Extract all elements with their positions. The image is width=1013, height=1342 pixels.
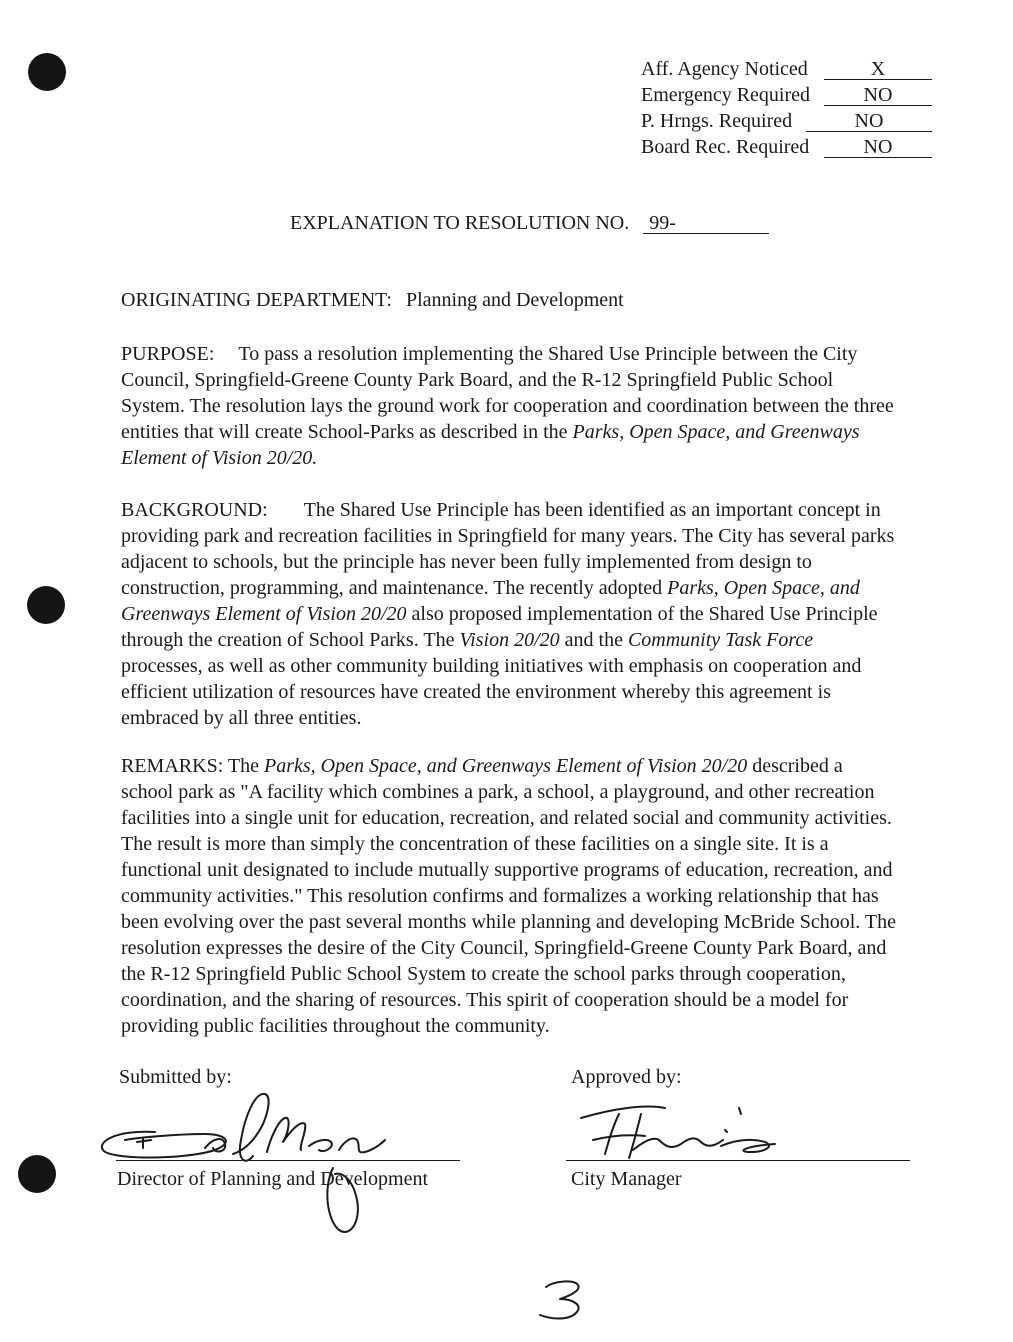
punch-hole: [28, 53, 66, 91]
background-label: BACKGROUND:: [121, 499, 268, 521]
punch-hole: [27, 586, 65, 624]
purpose-label: PURPOSE:: [121, 343, 215, 365]
remarks-text: school park as "A facility which combines a park, a school, a playground, and other recreation: [121, 781, 875, 803]
purpose-text: entities that will create School-Parks as described in the: [121, 421, 568, 443]
remarks-text: resolution expresses the desire of the City Council, Springfield-Greene County Park Board, and: [121, 937, 887, 959]
originating-department: [121, 289, 624, 312]
routing-checklist: [641, 56, 932, 160]
purpose-italic-title: Element of Vision 20/20.: [121, 447, 318, 469]
checklist-label: Aff. Agency Noticed: [641, 58, 808, 80]
background-text: and the: [564, 629, 623, 651]
remarks-text: functional unit designated to include mutually supportive programs of education, recreation, and: [121, 859, 893, 881]
remarks-text: described a: [752, 755, 843, 777]
background-text: efficient utilization of resources have created the environment whereby this agreement is: [121, 681, 831, 703]
remarks-text: coordination, and the sharing of resources. This spirit of cooperation should be a model for: [121, 989, 849, 1011]
submitted-by-title: Director of Planning and Development: [117, 1168, 429, 1190]
purpose-text: Council, Springfield-Greene County Park Board, and the R-12 Springfield Public School: [121, 369, 834, 391]
checklist-label: Emergency Required: [641, 84, 811, 106]
checklist-value: X: [824, 59, 932, 80]
punch-hole: [18, 1155, 56, 1193]
purpose-text: System. The resolution lays the ground work for cooperation and coordination between the three: [121, 395, 894, 417]
resolution-number: 99-: [643, 213, 769, 234]
submitted-by-label: Submitted by:: [119, 1066, 232, 1088]
remarks-text: community activities." This resolution confirms and formalizes a working relationship that has: [121, 885, 879, 907]
background-text: through the creation of School Parks. The: [121, 629, 455, 651]
remarks-text: been evolving over the past several months while planning and developing McBride School. The: [121, 911, 897, 933]
submitted-signature: [95, 1080, 415, 1240]
background-section: [121, 497, 966, 731]
remarks-text: facilities into a single unit for education, recreation, and related social and community activities.: [121, 807, 892, 829]
checklist-row: [641, 108, 932, 134]
remarks-text: providing public facilities throughout the community.: [121, 1015, 550, 1037]
approved-by-label: Approved by:: [571, 1066, 682, 1088]
purpose-text: To pass a resolution implementing the Shared Use Principle between the City: [238, 343, 858, 365]
checklist-value: NO: [824, 137, 932, 158]
department-value: Planning and Development: [405, 289, 624, 311]
remarks-italic-title: Parks, Open Space, and Greenways Element of Vision 20/20: [263, 755, 748, 777]
remarks-text: The: [227, 755, 259, 777]
background-text: The Shared Use Principle has been identified as an important concept in: [303, 499, 881, 521]
checklist-row: [641, 134, 932, 160]
background-text: also proposed implementation of the Shared Use Principle: [411, 603, 878, 625]
checklist-row: [641, 82, 932, 108]
approved-signature: [575, 1090, 815, 1170]
background-italic-title: Parks, Open Space, and: [667, 577, 860, 599]
remarks-text: The result is more than simply the concentration of these facilities on a single site. It is a: [121, 833, 829, 855]
background-text: adjacent to schools, but the principle has never been fully implemented from design to: [121, 551, 812, 573]
document-title: [290, 212, 769, 235]
remarks-section: [121, 753, 966, 1039]
checklist-row: [641, 56, 932, 82]
checklist-value: NO: [824, 85, 932, 106]
remarks-label: REMARKS:: [121, 755, 224, 777]
background-text: embraced by all three entities.: [121, 707, 362, 729]
remarks-text: the R-12 Springfield Public School System to create the school parks through cooperation,: [121, 963, 846, 985]
page-number: [530, 1275, 590, 1325]
background-text: processes, as well as other community building initiatives with emphasis on cooperation and: [121, 655, 862, 677]
purpose-section: [121, 341, 966, 471]
checklist-label: P. Hrngs. Required: [641, 110, 793, 132]
purpose-italic-title: Parks, Open Space, and Greenways: [572, 421, 860, 443]
checklist-label: Board Rec. Required: [641, 136, 810, 158]
department-label: ORIGINATING DEPARTMENT:: [121, 289, 392, 311]
background-italic-title: Vision 20/20: [459, 629, 560, 651]
background-italic-title: Greenways Element of Vision 20/20: [121, 603, 407, 625]
background-italic-title: Community Task Force: [627, 629, 814, 651]
checklist-value: NO: [806, 111, 932, 132]
background-text: construction, programming, and maintenance. The recently adopted: [121, 577, 663, 599]
approved-by-title: City Manager: [571, 1168, 682, 1190]
title-text: EXPLANATION TO RESOLUTION NO.: [290, 212, 630, 234]
background-text: providing park and recreation facilities in Springfield for many years. The City has several parks: [121, 525, 895, 547]
